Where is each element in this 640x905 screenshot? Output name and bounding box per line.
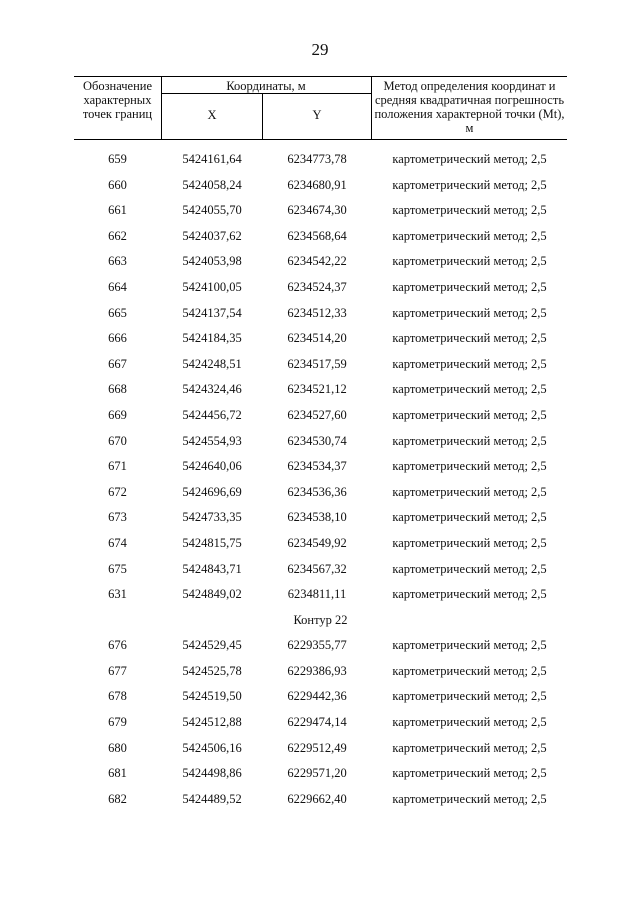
coord-y: 6234514,20: [287, 331, 347, 346]
point-number: 678: [108, 689, 127, 704]
coord-x: 5424053,98: [182, 254, 242, 269]
method-cell: картометрический метод; 2,5: [392, 740, 547, 755]
table-row: [74, 197, 567, 223]
table-row: [74, 223, 567, 249]
coord-y: 6229571,20: [287, 766, 347, 781]
coord-x: 5424498,86: [182, 766, 242, 781]
method-cell: картометрический метод; 2,5: [392, 535, 547, 550]
coord-y: 6234527,60: [287, 407, 347, 422]
coord-y: 6234811,11: [287, 587, 347, 602]
coord-x: 5424058,24: [182, 177, 242, 192]
coord-x: 5424815,75: [182, 535, 242, 550]
point-number: 666: [108, 331, 127, 346]
method-cell: картометрический метод; 2,5: [392, 663, 547, 678]
table-row: [74, 325, 567, 351]
coord-x: 5424248,51: [182, 356, 242, 371]
coord-x: 5424519,50: [182, 689, 242, 704]
header-y: Y: [312, 108, 322, 122]
header-divider: [161, 77, 162, 139]
method-cell: картометрический метод; 2,5: [392, 433, 547, 448]
table-row: [74, 402, 567, 428]
coord-y: 6234521,12: [287, 382, 347, 397]
table-row: [74, 556, 567, 582]
point-number: 682: [108, 791, 127, 806]
point-number: 673: [108, 510, 127, 525]
page-number: 29: [311, 40, 329, 59]
coord-y: 6234538,10: [287, 510, 347, 525]
table-row: [74, 453, 567, 479]
method-cell: картометрический метод; 2,5: [392, 638, 547, 653]
method-cell: картометрический метод; 2,5: [392, 766, 547, 781]
coord-x: 5424161,64: [182, 152, 242, 166]
coord-y: 6234536,36: [287, 484, 347, 499]
coord-x: 5424529,45: [182, 638, 242, 653]
table-row: [74, 351, 567, 377]
header-divider: [161, 93, 372, 94]
point-number: 669: [108, 407, 127, 422]
table-row: [74, 760, 567, 786]
table-row: [74, 530, 567, 556]
table-row: [74, 300, 567, 326]
point-number: 663: [108, 254, 127, 269]
coord-y: 6234524,37: [287, 279, 347, 294]
coord-x: 5424184,35: [182, 331, 242, 346]
table-row: [74, 274, 567, 300]
method-cell: картометрический метод; 2,5: [392, 203, 547, 218]
point-number: 661: [108, 203, 127, 218]
method-cell: картометрический метод; 2,5: [392, 254, 547, 269]
coord-y: 6234530,74: [287, 433, 347, 448]
header-x: X: [207, 108, 217, 122]
method-cell: картометрический метод; 2,5: [392, 305, 547, 320]
method-cell: картометрический метод; 2,5: [392, 228, 547, 243]
contour-label: Контур 22: [293, 612, 348, 627]
point-number: 665: [108, 305, 127, 320]
point-number: 662: [108, 228, 127, 243]
point-number: 664: [108, 279, 127, 294]
coord-x: 5424324,46: [182, 382, 242, 397]
rows-group: [74, 632, 567, 811]
method-cell: картометрический метод; 2,5: [392, 382, 547, 397]
header-method: Метод определения координат и средняя квадратичная погрешность положения характерной точки (Mt), м: [374, 79, 565, 135]
method-cell: картометрический метод; 2,5: [392, 459, 547, 474]
point-number: 674: [108, 535, 127, 550]
coord-x: 5424525,78: [182, 663, 242, 678]
point-number: 659: [108, 152, 127, 166]
coord-x: 5424640,06: [182, 459, 242, 474]
coord-y: 6234517,59: [287, 356, 347, 371]
table-row: [74, 658, 567, 684]
coord-y: 6229386,93: [287, 663, 347, 678]
point-number: 675: [108, 561, 127, 576]
point-number: 668: [108, 382, 127, 397]
table-row: [74, 709, 567, 735]
header-point-designation: Обозначение характерных точек границ: [82, 79, 153, 121]
method-cell: картометрический метод; 2,5: [392, 177, 547, 192]
table-row: [74, 479, 567, 505]
method-cell: картометрический метод; 2,5: [392, 561, 547, 576]
table-row: [74, 504, 567, 530]
point-number: 631: [108, 587, 127, 602]
coord-x: 5424733,35: [182, 510, 242, 525]
method-cell: картометрический метод; 2,5: [392, 484, 547, 499]
table-body: [74, 146, 567, 811]
coord-y: 6229474,14: [287, 715, 347, 730]
coord-y: 6234568,64: [287, 228, 347, 243]
coord-x: 5424696,69: [182, 484, 242, 499]
table-row: [74, 146, 567, 172]
coord-x: 5424055,70: [182, 203, 242, 218]
coord-x: 5424456,72: [182, 407, 242, 422]
method-cell: картометрический метод; 2,5: [392, 791, 547, 806]
point-number: 671: [108, 459, 127, 474]
coord-y: 6229662,40: [287, 791, 347, 806]
coord-y: 6234534,37: [287, 459, 347, 474]
header-coordinates: Координаты, м: [226, 79, 306, 93]
method-cell: картометрический метод; 2,5: [392, 715, 547, 730]
coord-y: 6234549,92: [287, 535, 347, 550]
header-divider: [371, 77, 372, 139]
coord-y: 6234542,22: [287, 254, 347, 269]
method-cell: картометрический метод; 2,5: [392, 689, 547, 704]
method-cell: картометрический метод; 2,5: [392, 331, 547, 346]
table-row: [74, 428, 567, 454]
method-cell: картометрический метод; 2,5: [392, 356, 547, 371]
header-divider: [262, 93, 263, 139]
point-number: 680: [108, 740, 127, 755]
table-row: [74, 376, 567, 402]
coord-y: 6234567,32: [287, 561, 347, 576]
method-cell: картометрический метод; 2,5: [392, 587, 547, 602]
coord-x: 5424506,16: [182, 740, 242, 755]
coord-y: 6229512,49: [287, 740, 347, 755]
coord-x: 5424137,54: [182, 305, 242, 320]
point-number: 681: [108, 766, 127, 781]
coord-x: 5424512,88: [182, 715, 242, 730]
method-cell: картометрический метод; 2,5: [392, 510, 547, 525]
coord-y: 6234680,91: [287, 177, 347, 192]
method-cell: картометрический метод; 2,5: [392, 407, 547, 422]
table-header: [74, 76, 567, 140]
method-cell: картометрический метод; 2,5: [392, 152, 547, 166]
coord-x: 5424100,05: [182, 279, 242, 294]
coord-y: 6234512,33: [287, 305, 347, 320]
point-number: 667: [108, 356, 127, 371]
point-number: 660: [108, 177, 127, 192]
coord-y: 6229355,77: [287, 638, 347, 653]
coord-y: 6234773,78: [287, 152, 347, 166]
table-row: [74, 786, 567, 812]
coord-x: 5424554,93: [182, 433, 242, 448]
point-number: 677: [108, 663, 127, 678]
point-number: 672: [108, 484, 127, 499]
table-row: [74, 632, 567, 658]
table-row: [74, 581, 567, 607]
point-number: 679: [108, 715, 127, 730]
coord-y: 6229442,36: [287, 689, 347, 704]
table-row: [74, 683, 567, 709]
coord-x: 5424843,71: [182, 561, 242, 576]
coord-y: 6234674,30: [287, 203, 347, 218]
rows-group: [74, 146, 567, 607]
table-row: [74, 248, 567, 274]
coord-x: 5424849,02: [182, 587, 242, 602]
method-cell: картометрический метод; 2,5: [392, 279, 547, 294]
point-number: 670: [108, 433, 127, 448]
coord-x: 5424037,62: [182, 228, 242, 243]
table-row: [74, 735, 567, 761]
table-row: [74, 172, 567, 198]
contour-label-row: [74, 607, 567, 633]
point-number: 676: [108, 638, 127, 653]
coord-x: 5424489,52: [182, 791, 242, 806]
